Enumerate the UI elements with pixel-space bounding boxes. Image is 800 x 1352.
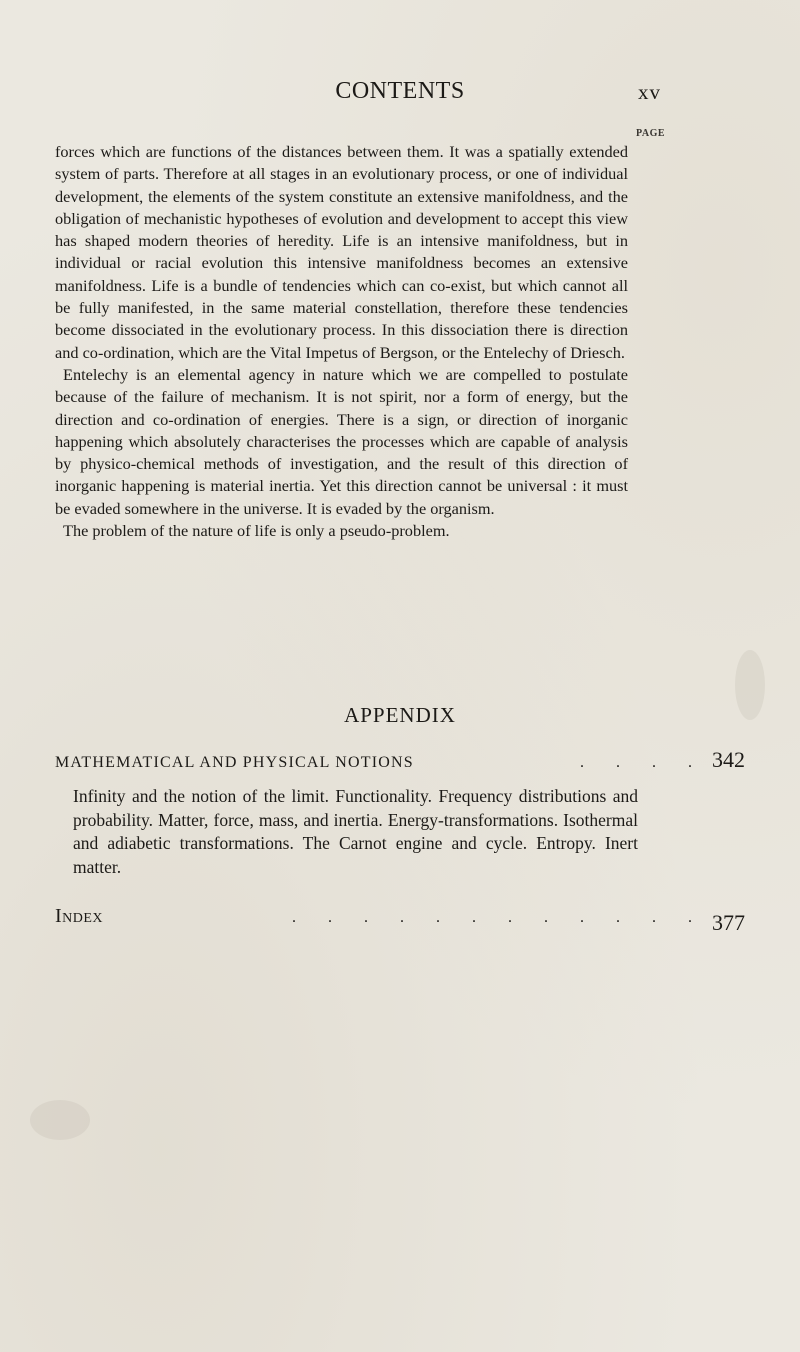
- toc-entry-page: 377: [712, 910, 745, 935]
- page-column-label: PAGE: [636, 128, 666, 139]
- toc-entry-title: Index: [55, 905, 104, 927]
- leader-dots: . . . .: [580, 754, 706, 771]
- toc-entry-title: MATHEMATICAL AND PHYSICAL NOTIONS: [55, 754, 414, 771]
- toc-entry-page: 342: [712, 747, 745, 772]
- toc-entry-appendix[interactable]: [55, 747, 745, 773]
- leader-dots: . . . . . . . . . . . .: [292, 909, 706, 926]
- paper-stain: [30, 1100, 90, 1140]
- toc-entry-index[interactable]: [55, 902, 745, 935]
- summary-paragraph: Entelechy is an elemental agency in nature which we are compelled to postulate because of the failure of mechanism. It is not spirit, nor a form of energy, but the direction and co-ordination of energies. There is a sign, or direction of inorganic happening which absolutely characterises the processes which are capable of analysis by physico-chemical methods of investigation, and the result of this direction of inorganic happening is material inertia. Yet this direction cannot be universal : it must be evaded somewhere in the universe. It is evaded by the organism.: [55, 364, 628, 518]
- chapter-summary: [55, 141, 628, 542]
- page-header-number: xv: [638, 80, 661, 104]
- summary-paragraph: The problem of the nature of life is only a pseudo-problem.: [63, 521, 450, 541]
- appendix-description: Infinity and the notion of the limit. Functionality. Frequency distributions and probability. Matter, force, mass, and inertia. Energy-transformations. Isothermal and adiabetic transformations. The Carnot engine and cycle. Entropy. Inert matter.: [73, 786, 638, 877]
- appendix-heading: APPENDIX: [344, 703, 456, 727]
- summary-paragraph: forces which are functions of the distances between them. It was a spatially extended system of parts. Therefore at all stages in an evolutionary process, or one of individual development, the elements of the system constitute an extensive manifoldness, and the obligation of mechanistic hypotheses of evolution and development to accept this view has shaped modern theories of heredity. Life is an intensive manifoldness, but in individual or racial evolution this intensive manifoldness becomes an extensive manifoldness. Life is a bundle of tendencies which can co-exist, but which cannot all be fully manifested, in the same material constellation, therefore these tendencies become dissociated in the evolutionary process. In this dissociation there is direction and co-ordination, which are the Vital Impetus of Bergson, or the Entelechy of Driesch.: [55, 142, 628, 362]
- page-header-title: CONTENTS: [335, 78, 465, 104]
